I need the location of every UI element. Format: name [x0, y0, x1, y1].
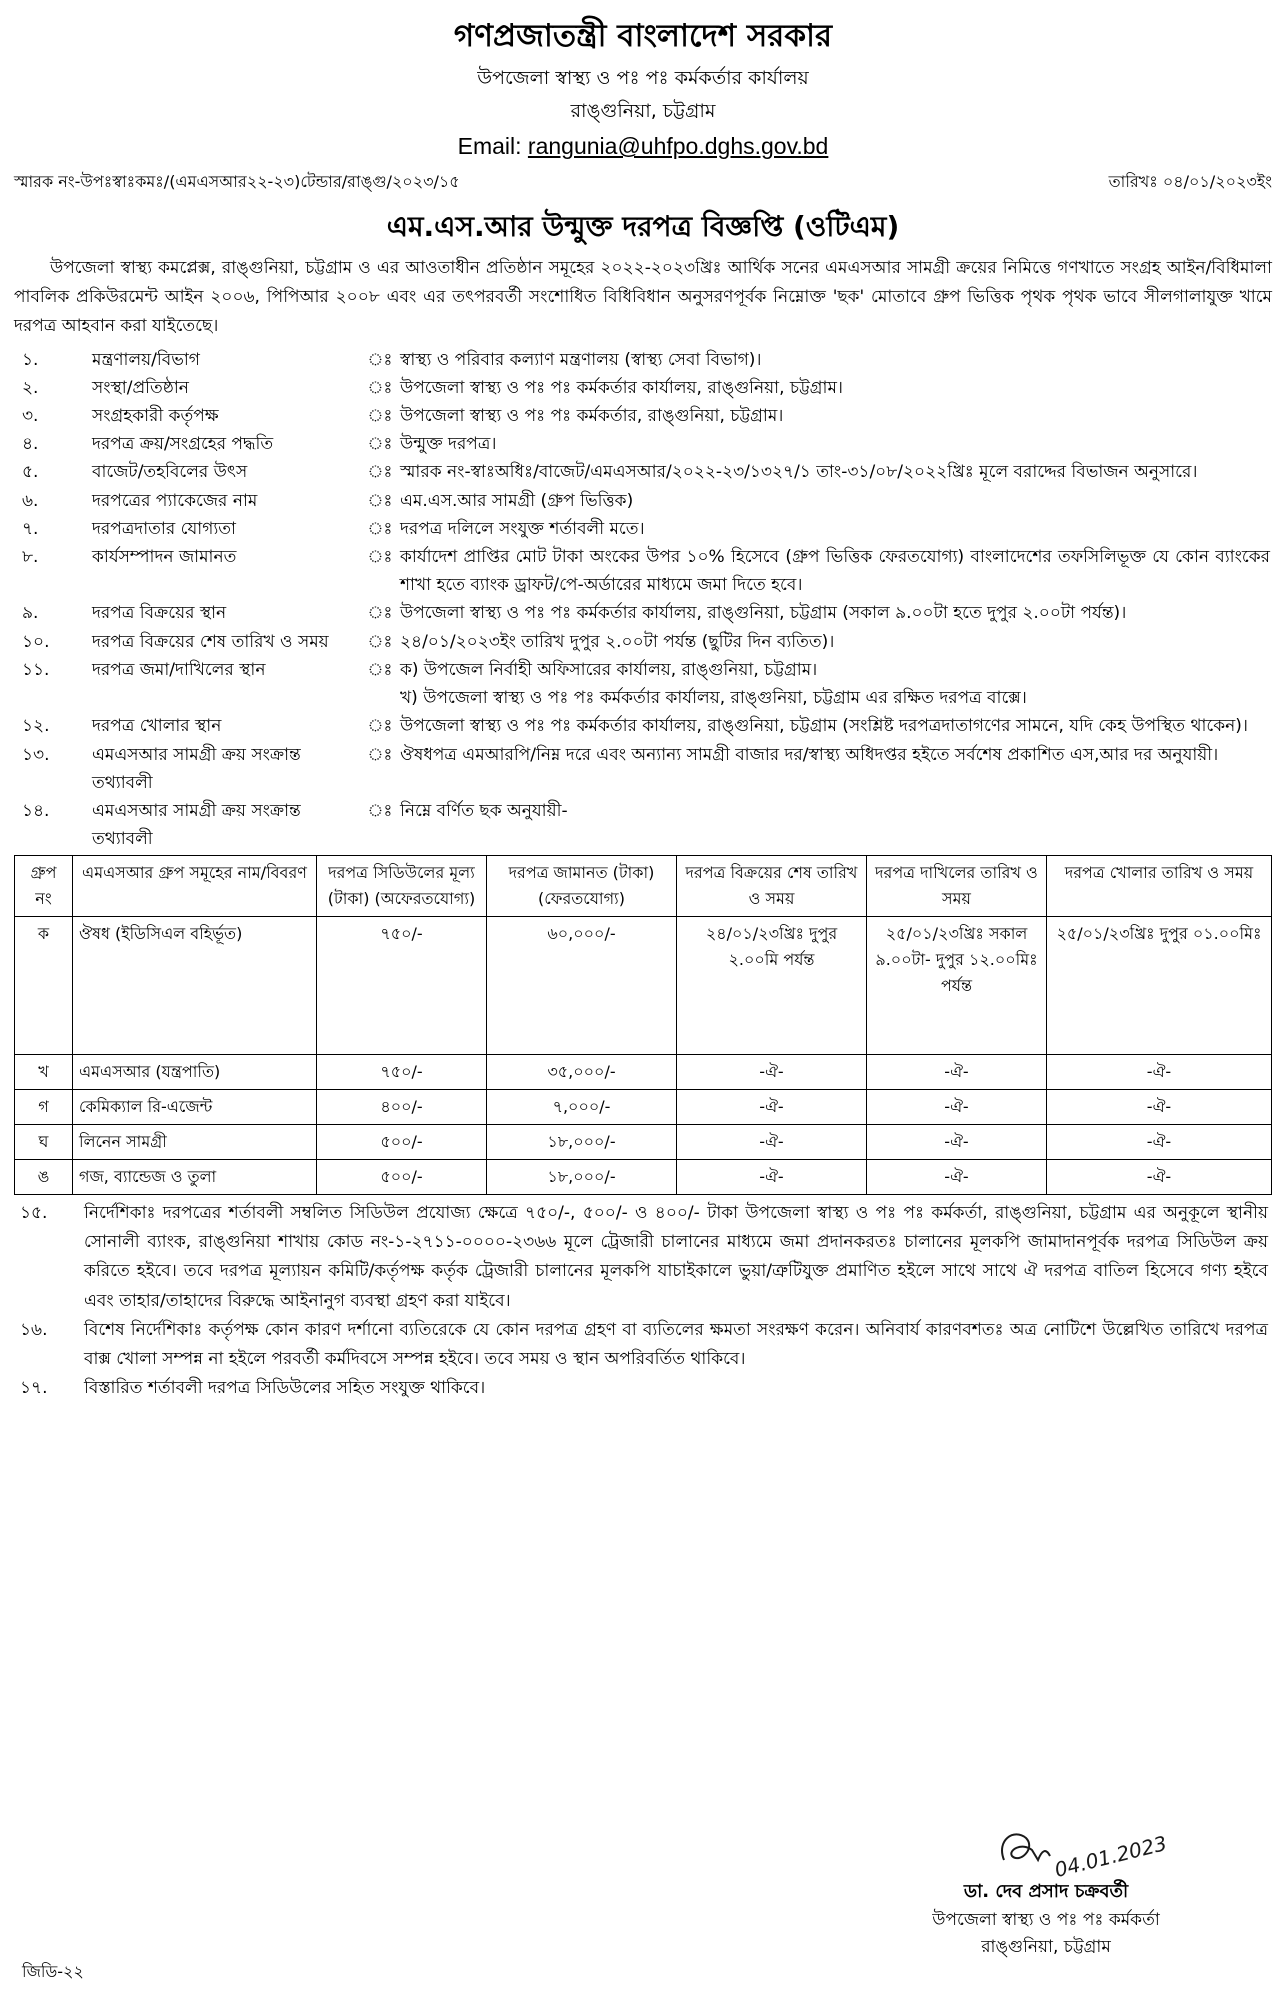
office-name: উপজেলা স্বাস্থ্য ও পঃ পঃ কর্মকর্তার কার্যালয়: [477, 67, 809, 90]
cell-group: ঙ: [15, 1159, 73, 1194]
item-number: ১৪.: [22, 801, 50, 821]
item-value: কার্যাদেশ প্রাপ্তির মোট টাকা অংকের উপর ১০% হিসেবে (গ্রুপ ভিত্তিক ফেরতযোগ্য) বাংলাদেশের তফসিলিভূক্ত যে কোন ব্যাংকের শাখা হতে ব্যাংক ড্রাফট/পে-অর্ডারের মাধ্যমে জমা দিতে হবে।: [400, 547, 1270, 596]
cell-opening: -ঐ-: [1047, 1159, 1272, 1194]
column-header-schedule-price: দরপত্র সিডিউলের মূল্য (টাকা) (অফেরতযোগ্য): [317, 856, 487, 917]
note-item: [14, 1316, 1272, 1374]
column-header-group-name: এমএসআর গ্রুপ সমূহের নাম/বিবরণ: [73, 856, 317, 917]
list-item: [14, 346, 1272, 374]
column-header-security: দরপত্র জামানত (টাকা) (ফেরতযোগ্য): [487, 856, 677, 917]
cell-submission: -ঐ-: [867, 1090, 1047, 1125]
item-value: ২৪/০১/২০২৩ইং তারিখ দুপুর ২.০০টা পর্যন্ত (ছুটির দিন ব্যতিত)।: [400, 631, 835, 652]
list-item: [14, 515, 1272, 543]
item-label: দরপত্র ক্রয়/সংগ্রহের পদ্ধতি: [92, 434, 274, 455]
column-header-submission: দরপত্র দাখিলের তারিখ ও সময়: [867, 856, 1047, 917]
table-row: [15, 917, 1272, 1055]
cell-security: ৬০,০০০/-: [487, 917, 677, 1055]
cell-group: ঘ: [15, 1125, 73, 1160]
table-row: [15, 1125, 1272, 1160]
cell-name: কেমিক্যাল রি-এজেন্ট: [73, 1090, 317, 1125]
cell-sale-end: -ঐ-: [677, 1125, 867, 1160]
table-row: [15, 1159, 1272, 1194]
item-label: দরপত্রদাতার যোগ্যতা: [92, 518, 236, 539]
item-number: ৭.: [22, 518, 39, 539]
item-separator: ঃ: [367, 518, 393, 539]
cell-name: এমএসআর (যন্ত্রপাতি): [73, 1055, 317, 1090]
tender-items: [14, 346, 1272, 854]
item-label: কার্যসম্পাদন জামানত: [92, 547, 237, 568]
cell-group: ক: [15, 917, 73, 1055]
item-separator: ঃ: [367, 490, 393, 511]
item-value: স্মারক নং-স্বাঃঅধিঃ/বাজেট/এমএসআর/২০২২-২৩/১৩২৭/১ তাং-৩১/০৮/২০২২খ্রিঃ মূলে বরাদ্দের বিভাজন অনুসারে।: [400, 462, 1198, 483]
cell-price: ৫০০/-: [317, 1159, 487, 1194]
email-label: Email:: [457, 133, 528, 160]
cell-submission: ২৫/০১/২৩খ্রিঃ সকাল ৯.০০টা- দুপুর ১২.০০মিঃ পর্যন্ত: [867, 917, 1047, 1055]
note-item: [14, 1374, 1272, 1403]
signature-scribble-icon: [886, 1820, 1206, 1878]
signature-block: [886, 1820, 1206, 1961]
list-item: [14, 543, 1272, 599]
office-location: রাঙ্গুনিয়া, চট্টগ্রাম: [570, 99, 716, 122]
note-item: [14, 1199, 1272, 1316]
item-number: ৮.: [22, 547, 39, 568]
cell-submission: -ঐ-: [867, 1055, 1047, 1090]
cell-group: খ: [15, 1055, 73, 1090]
item-label: বাজেট/তহবিলের উৎস: [92, 462, 248, 483]
item-label: এমএসআর সামগ্রী ক্রয় সংক্রান্ত তথ্যাবলী: [92, 744, 301, 793]
item-value: উপজেলা স্বাস্থ্য ও পঃ পঃ কর্মকর্তার কার্যালয়, রাঙ্গুনিয়া, চট্টগ্রাম (সংশ্লিষ্ট দরপত্রদাতাগণের সামনে, যদি কেহ উপস্থিত থাকেন)।: [400, 716, 1248, 737]
column-header-sale-end: দরপত্র বিক্রয়ের শেষ তারিখ ও সময়: [677, 856, 867, 917]
column-header-group-no: গ্রুপ নং: [15, 856, 73, 917]
list-item: [14, 374, 1272, 402]
item-separator: ঃ: [367, 405, 393, 426]
submission-place-a: ক) উপজেল নির্বাহী অফিসারের কার্যালয়, রাঙ্গুনিয়া, চট্টগ্রাম।: [400, 659, 818, 680]
cell-sale-end: ২৪/০১/২৩খ্রিঃ দুপুর ২.০০মি পর্যন্ত: [677, 917, 867, 1055]
item-separator: ঃ: [367, 744, 393, 765]
item-label: সংগ্রহকারী কর্তৃপক্ষ: [92, 405, 219, 426]
list-item: [14, 430, 1272, 458]
item-number: ৬.: [22, 490, 39, 511]
list-item: [14, 741, 1272, 797]
item-number: ৪.: [22, 434, 39, 455]
list-item: [14, 656, 1272, 712]
item-number: ১.: [22, 349, 39, 370]
note-text: বিস্তারিত শর্তাবলী দরপত্র সিডিউলের সহিত সংযুক্ত থাকিবে।: [84, 1378, 486, 1399]
item-number: ২.: [22, 377, 39, 398]
cell-sale-end: -ঐ-: [677, 1159, 867, 1194]
note-text: নির্দেশিকাঃ দরপত্রের শর্তাবলী সম্বলিত সিডিউল প্রযোজ্য ক্ষেত্রে ৭৫০/-, ৫০০/- ও ৪০০/- টাকা উপজেলা স্বাস্থ্য ও পঃ পঃ কর্মকর্তা, রাঙ্গুনিয়া, চট্টগ্রাম এর অনুকূলে স্থানীয় সোনালী ব্যাংক, রাঙ্গুনিয়া শাখায় কোড নং-১-২৭১১-০০০০-২৩৬৬ মূলে ট্রেজারী চালানের মাধ্যমে জমা প্রদানকরতঃ চালানের মূলকপি জামাদানপূর্বক দরপত্র সিডিউল ক্রয় করিতে হইবে। তবে দরপত্র মূল্যায়ন কমিটি/কর্তৃপক্ষ কর্তৃক ট্রেজারী চালানের মূলকপি যাচাইকালে ভুয়া/ত্রুটিযুক্ত প্রমাণিত হইলে সাথে সাথে ঐ দরপত্র বাতিল হিসেবে গণ্য হইবে এবং তাহার/তাহাদের বিরুদ্ধে আইনানুগ ব্যবস্থা গ্রহণ করা যাইবে।: [84, 1202, 1268, 1311]
item-label: এমএসআর সামগ্রী ক্রয় সংক্রান্ত তথ্যাবলী: [92, 801, 301, 850]
item-value: উপজেলা স্বাস্থ্য ও পঃ পঃ কর্মকর্তার কার্যালয়, রাঙ্গুনিয়া, চট্টগ্রাম (সকাল ৯.০০টা হতে দুপুর ২.০০টা পর্যন্ত)।: [400, 603, 1127, 624]
item-label: দরপত্রের প্যাকেজের নাম: [92, 490, 258, 511]
cell-name: ঔষধ (ইডিসিএল বহির্ভূত): [73, 917, 317, 1055]
cell-opening: -ঐ-: [1047, 1090, 1272, 1125]
column-header-opening: দরপত্র খোলার তারিখ ও সময়: [1047, 856, 1272, 917]
handwritten-signature: [886, 1820, 1206, 1878]
list-item: [14, 712, 1272, 740]
item-value: এম.এস.আর সামগ্রী (গ্রুপ ভিত্তিক): [400, 490, 634, 511]
list-item: [14, 599, 1272, 627]
item-number: ১৩.: [22, 744, 50, 765]
item-value: [400, 656, 1272, 712]
cell-name: গজ, ব্যান্ডেজ ও তুলা: [73, 1159, 317, 1194]
item-label: সংস্থা/প্রতিষ্ঠান: [92, 377, 189, 398]
item-label: দরপত্র জমা/দাখিলের স্থান: [92, 659, 266, 680]
signatory-place: রাঙ্গুনিয়া, চট্টগ্রাম: [981, 1936, 1111, 1957]
item-number: ৫.: [22, 462, 39, 483]
cell-sale-end: -ঐ-: [677, 1055, 867, 1090]
item-separator: ঃ: [367, 547, 393, 568]
memo-date: তারিখঃ ০৪/০১/২০২৩ইং: [1108, 171, 1272, 191]
item-value: ঔষধপত্র এমআরপি/নিম্ন দরে এবং অন্যান্য সামগ্রী বাজার দর/স্বাস্থ্য অধিদপ্তর হইতে সর্বশেষ প্রকাশিত এস,আর দর অনুযায়ী।: [400, 744, 1219, 765]
cell-price: ৭৫০/-: [317, 1055, 487, 1090]
item-separator: ঃ: [367, 801, 393, 821]
item-label: দরপত্র বিক্রয়ের শেষ তারিখ ও সময়: [92, 631, 329, 652]
note-number: ১৭.: [20, 1378, 48, 1399]
cell-group: গ: [15, 1090, 73, 1125]
cell-submission: -ঐ-: [867, 1159, 1047, 1194]
cell-opening: -ঐ-: [1047, 1055, 1272, 1090]
item-separator: ঃ: [367, 631, 393, 652]
item-value: নিম্নে বর্ণিত ছক অনুযায়ী-: [400, 801, 568, 821]
table-row: [15, 1055, 1272, 1090]
item-value: দরপত্র দলিলে সংযুক্ত শর্তাবলী মতে।: [400, 518, 645, 539]
list-item: [14, 402, 1272, 430]
item-separator: ঃ: [367, 434, 393, 455]
item-number: ১২.: [22, 716, 50, 737]
cell-opening: ২৫/০১/২৩খ্রিঃ দুপুর ০১.০০মিঃ: [1047, 917, 1272, 1055]
item-value: উপজেলা স্বাস্থ্য ও পঃ পঃ কর্মকর্তার, রাঙ্গুনিয়া, চট্টগ্রাম।: [400, 405, 784, 426]
item-label: দরপত্র খোলার স্থান: [92, 716, 222, 737]
email-link[interactable]: rangunia@uhfpo.dghs.gov.bd: [527, 133, 829, 160]
notice-title: এম.এস.আর উন্মুক্ত দরপত্র বিজ্ঞপ্তি (ওটিএম): [386, 209, 900, 243]
item-value: উপজেলা স্বাস্থ্য ও পঃ পঃ কর্মকর্তার কার্যালয়, রাঙ্গুনিয়া, চট্টগ্রাম।: [400, 377, 843, 398]
table-row: [15, 1090, 1272, 1125]
government-title: গণপ্রজাতন্ত্রী বাংলাদেশ সরকার: [453, 18, 833, 54]
list-item: [14, 797, 1272, 853]
list-item: [14, 487, 1272, 515]
memo-number: স্মারক নং-উপঃস্বাঃকমঃ/(এমএসআর২২-২৩)টেন্ডার/রাঙ্গু/২০২৩/১৫: [14, 171, 460, 191]
item-separator: ঃ: [367, 716, 393, 737]
item-label: মন্ত্রণালয়/বিভাগ: [92, 349, 200, 370]
footer-code: জিডি-২২: [22, 1962, 84, 1981]
signature-date: 04.01.2023: [1052, 1830, 1170, 1878]
notes-section: [14, 1199, 1272, 1404]
item-separator: ঃ: [367, 349, 393, 370]
item-number: ৯.: [22, 603, 39, 624]
item-number: ৩.: [22, 405, 39, 426]
list-item: [14, 628, 1272, 656]
list-item: [14, 458, 1272, 486]
note-number: ১৬.: [20, 1319, 48, 1340]
cell-name: লিনেন সামগ্রী: [73, 1125, 317, 1160]
email-line: [14, 129, 1272, 164]
signatory-name: ডা. দেব প্রসাদ চক্রবর্তী: [963, 1881, 1129, 1902]
cell-price: ৪০০/-: [317, 1090, 487, 1125]
note-number: ১৫.: [20, 1202, 48, 1223]
note-text: বিশেষ নির্দেশিকাঃ কর্তৃপক্ষ কোন কারণ দর্শানো ব্যতিরেকে যে কোন দরপত্র গ্রহণ বা ব্যতিলের ক্ষমতা সংরক্ষণ করেন। অনিবার্য কারণবশতঃ অত্র নোটিশে উল্লেখিত তারিখে দরপত্র বাক্স খোলা সম্পন্ন না হইলে পরবর্তী কর্মদিবসে সম্পন্ন হইবে। তবে সময় ও স্থান অপরিবর্তিত থাকিবে।: [84, 1319, 1268, 1370]
item-separator: ঃ: [367, 659, 393, 680]
item-value: উন্মুক্ত দরপত্র।: [400, 434, 497, 455]
memo-row: [14, 170, 1272, 194]
item-separator: ঃ: [367, 603, 393, 624]
item-number: ১০.: [22, 631, 50, 652]
submission-place-b: খ) উপজেলা স্বাস্থ্য ও পঃ পঃ কর্মকর্তার কার্যালয়, রাঙ্গুনিয়া, চট্টগ্রাম এর রক্ষিত দরপত্র বাক্সে।: [400, 688, 1027, 709]
msr-group-table: [14, 855, 1272, 1194]
item-separator: ঃ: [367, 462, 393, 483]
cell-security: ১৮,০০০/-: [487, 1125, 677, 1160]
signatory-designation: উপজেলা স্বাস্থ্য ও পঃ পঃ কর্মকর্তা: [932, 1909, 1160, 1930]
cell-security: ১৮,০০০/-: [487, 1159, 677, 1194]
cell-opening: -ঐ-: [1047, 1125, 1272, 1160]
cell-price: ৫০০/-: [317, 1125, 487, 1160]
table-header-row: [15, 856, 1272, 917]
intro-paragraph: উপজেলা স্বাস্থ্য কমপ্লেক্স, রাঙ্গুনিয়া, চট্টগ্রাম ও এর আওতাধীন প্রতিষ্ঠান সমূহের ২০২২-২০২৩খ্রিঃ আর্থিক সনের এমএসআর সামগ্রী ক্রয়ের নিমিত্তে গণখাতে সংগ্রহ আইন/বিধিমালা পাবলিক প্রকিউরমেন্ট আইন ২০০৬, পিপিআর ২০০৮ এবং এর তৎপরবর্তী সংশোধিত বিধিবিধান অনুসরণপূর্বক নিম্নোক্ত 'ছক' মোতাবে গ্রুপ ভিত্তিক পৃথক পৃথক ভাবে সীলগালাযুক্ত খামে দরপত্র আহবান করা যাইতেছে।: [14, 257, 1272, 337]
cell-security: ৩৫,০০০/-: [487, 1055, 677, 1090]
item-label: দরপত্র বিক্রয়ের স্থান: [92, 603, 227, 624]
item-number: ১১.: [22, 659, 50, 680]
item-separator: ঃ: [367, 377, 393, 398]
cell-sale-end: -ঐ-: [677, 1090, 867, 1125]
cell-security: ৭,০০০/-: [487, 1090, 677, 1125]
cell-submission: -ঐ-: [867, 1125, 1047, 1160]
cell-price: ৭৫০/-: [317, 917, 487, 1055]
item-value: স্বাস্থ্য ও পরিবার কল্যাণ মন্ত্রণালয় (স্বাস্থ্য সেবা বিভাগ)।: [400, 349, 762, 370]
